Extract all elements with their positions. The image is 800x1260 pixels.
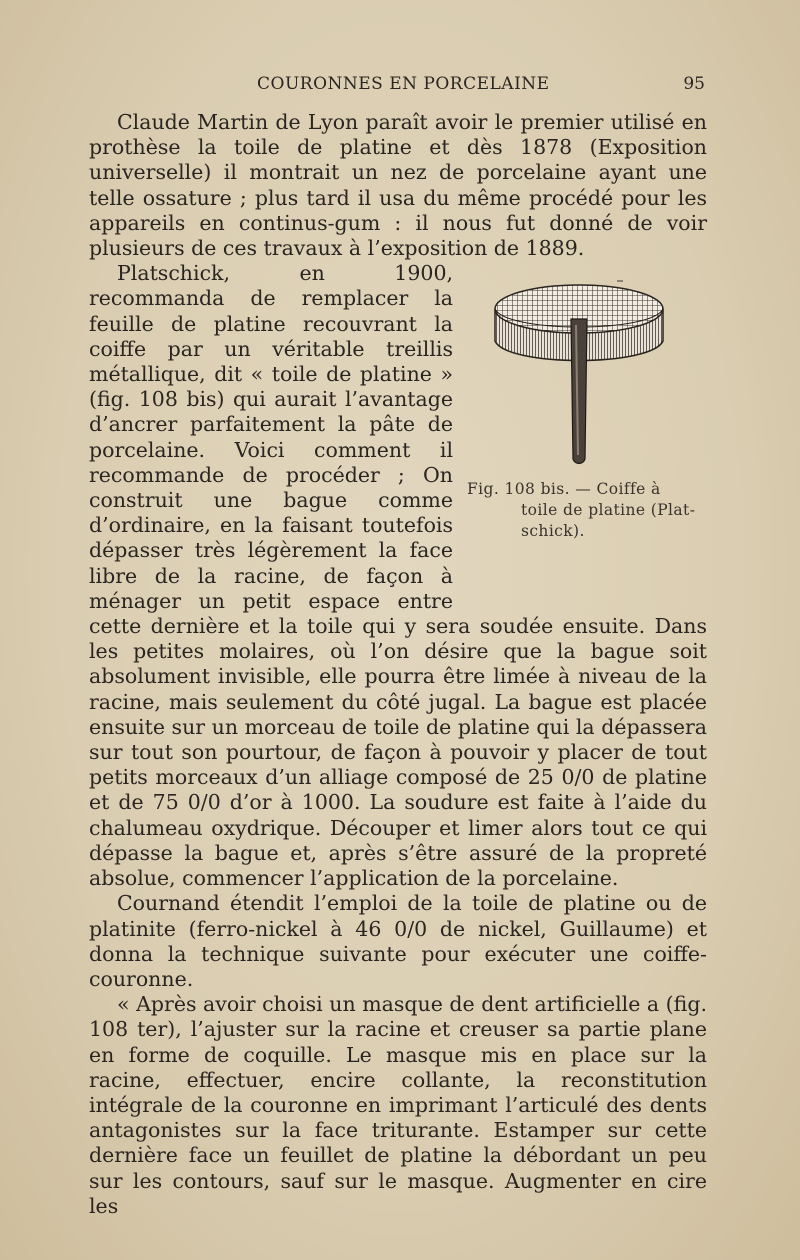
paragraph-cournand: Cournand étendit l’emploi de la toile de platine ou de platinite (ferro-nickel à 46 0/0 de nickel, Guillaume) et donna la technique suivante pour exécuter une coiffe-couronne. bbox=[89, 891, 707, 991]
caption-line: schick). bbox=[521, 522, 585, 541]
body-text bbox=[89, 110, 707, 1219]
paragraph-claude-martin: Claude Martin de Lyon paraît avoir le premier utilisé en prothèse la toile de platine et dès 1878 (Exposition universelle) il montrait un nez de porcelaine ayant une telle ossature ; plus tard il usa du même procédé pour les appareils en continus-gum : il nous fut donné de voir plusieurs de ces travaux à l’exposition de 1889. bbox=[89, 110, 707, 261]
platinum-mesh-cap-illustration bbox=[487, 275, 671, 471]
page-header bbox=[89, 72, 707, 100]
running-title: COURONNES EN PORCELAINE bbox=[257, 74, 550, 94]
caption-line: Fig. 108 bis. — Coiffe à bbox=[467, 480, 661, 499]
page-number: 95 bbox=[683, 74, 705, 94]
paragraph-platschick: Platschick, en 1900, recommanda de remplacer la feuille de platine recouvrant la coiffe par un véritable treillis métallique, dit « toile de platine » (fig. 108 bis) qui aurait l’avantage d’ancrer parfaitement la pâte de porcelaine. Voici comment il recommande de procéder ; On construit une bague comme d’ordinaire, en la faisant toutefois dépasser très légèrement la face libre de la racine, de façon à ménager un petit espace entre cette dernière et la toile qui y sera soudée ensuite. Dans les petites molaires, où l’on désire que la bague soit absolument invisible, elle pourra être limée à niveau de la racine, mais seulement du côté jugal. La bague est placée ensuite sur un morceau de toile de platine qui la dépassera sur tout son pourtour, de façon à pouvoir y placer de tout petits morceaux d’un alliage composé de 25 0/0 de platine et de 75 0/0 d’or à 1000. La soudure est faite à l’aide du chalumeau oxydrique. Découper et limer alors tout ce qui dépasse la bague et, après s’être assuré de la propreté absolue, commencer l’application de la porcelaine. bbox=[89, 261, 707, 891]
figure-caption bbox=[467, 479, 725, 542]
paragraph-technique: « Après avoir choisi un masque de dent artificielle a (fig. 108 ter), l’ajuster sur la racine et creuser sa partie plane en forme de coquille. Le masque mis en place sur la racine, effectuer, encire collante, la reconstitution intégrale de la couronne en imprimant l’articulé des dents antagonistes sur la face triturante. Estamper sur cette dernière face un feuillet de platine la débordant un peu sur les contours, sauf sur le masque. Augmenter en cire les bbox=[89, 992, 707, 1218]
figure-108-bis bbox=[467, 269, 725, 585]
caption-line: toile de platine (Plat- bbox=[521, 501, 696, 520]
